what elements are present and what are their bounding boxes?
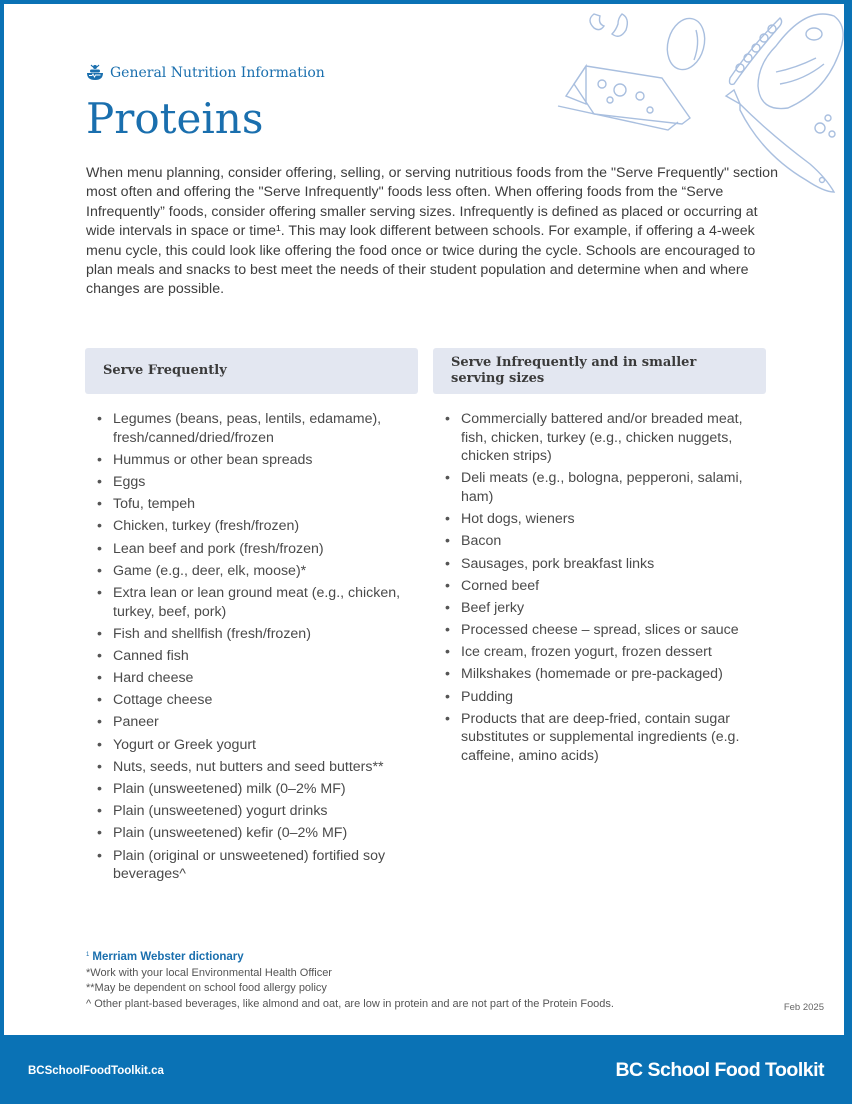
list-item: • Plain (unsweetened) milk (0–2% MF) [95,780,418,799]
list-item: • Bacon [443,532,766,551]
list-item: • Products that are deep-fried, contain sugar substitutes or supplemental ingredients (e.g. caffeine, amino acids) [443,710,766,766]
page-title: Proteins [86,94,264,143]
list-item: • Beef jerky [443,599,766,618]
list-item: • Yogurt or Greek yogurt [95,736,418,755]
footnote-note: **May be dependent on school food allergy policy [86,982,327,994]
list-item: • Hard cheese [95,669,418,688]
section-kicker [86,64,325,82]
list-item: • Tofu, tempeh [95,495,418,514]
footnote-note: *Work with your local Environmental Health Officer [86,966,332,979]
list-item: • Plain (unsweetened) yogurt drinks [95,802,418,821]
list-item: • Lean beef and pork (fresh/frozen) [95,540,418,559]
list-item: • Eggs [95,473,418,492]
column-heading: Serve Infrequently and in smaller serving sizes [433,348,766,394]
kicker-label: General Nutrition Information [110,65,325,81]
serve-frequently-list [85,394,418,884]
list-item: • Hummus or other bean spreads [95,451,418,470]
list-item: • Canned fish [95,647,418,666]
list-item: • Deli meats (e.g., bologna, pepperoni, salami, ham) [443,469,766,506]
list-item: • Corned beef [443,577,766,596]
publication-date: Feb 2025 [783,1002,824,1013]
footnote-note: ^ Other plant-based beverages, like almond and oat, are low in protein and are not part of the Protein Foods. [86,997,614,1010]
list-item: • Plain (unsweetened) kefir (0–2% MF) [95,824,418,843]
column-heading: Serve Frequently [85,348,418,394]
list-item: • Paneer [95,713,418,732]
list-item: • Nuts, seeds, nut butters and seed butters** [95,758,418,777]
serve-infrequently-column [433,348,766,769]
intro-paragraph: When menu planning, consider offering, selling, or serving nutritious foods from the "Serve Frequently" section most often and offering the "Serve Infrequently" foods less often. When offering foods from the “Serve Infrequently” foods, consider offering smaller serving sizes. Infrequently is defined as placed or occurring at wide intervals in space or time¹. This may look different between schools. For example, if offering a 4-week menu cycle, this could look like offering the food once or twice during the cycle. Schools are encouraged to plan meals and snacks to best meet the needs of their student population and determine when and where changes are possible. [86,165,778,298]
list-item: • Chicken, turkey (fresh/frozen) [95,517,418,536]
list-item: • Extra lean or lean ground meat (e.g., chicken, turkey, beef, pork) [95,584,418,621]
footnote-marker: 1 [86,952,90,958]
list-item: • Game (e.g., deer, elk, moose)* [95,562,418,581]
list-item: • Pudding [443,688,766,707]
serve-frequently-column [85,348,418,887]
merriam-webster-link[interactable]: Merriam Webster dictionary [92,951,244,963]
list-item: • Processed cheese – spread, slices or sauce [443,621,766,640]
document-page [4,4,844,1035]
list-item: • Milkshakes (homemade or pre-packaged) [443,665,766,684]
list-item: • Fish and shellfish (fresh/frozen) [95,625,418,644]
list-item: • Commercially battered and/or breaded meat, fish, chicken, turkey (e.g., chicken nuggets, chicken strips) [443,410,766,466]
list-item: • Cottage cheese [95,691,418,710]
footnote-reference [86,948,614,966]
footnotes [86,948,614,1012]
list-item: • Hot dogs, wieners [443,510,766,529]
footer-url-link[interactable]: BCSchoolFoodToolkit.ca [28,1064,164,1077]
list-item: • Legumes (beans, peas, lentils, edamame), fresh/canned/dried/frozen [95,410,418,447]
list-item: • Plain (original or unsweetened) fortified soy beverages^ [95,847,418,884]
footer-brand-logo: BC School Food Toolkit [615,1059,824,1081]
bowl-icon [86,64,104,82]
footer-bar [0,1037,852,1104]
list-item: • Sausages, pork breakfast links [443,555,766,574]
list-item: • Ice cream, frozen yogurt, frozen dessert [443,643,766,662]
serve-infrequently-list [433,394,766,766]
